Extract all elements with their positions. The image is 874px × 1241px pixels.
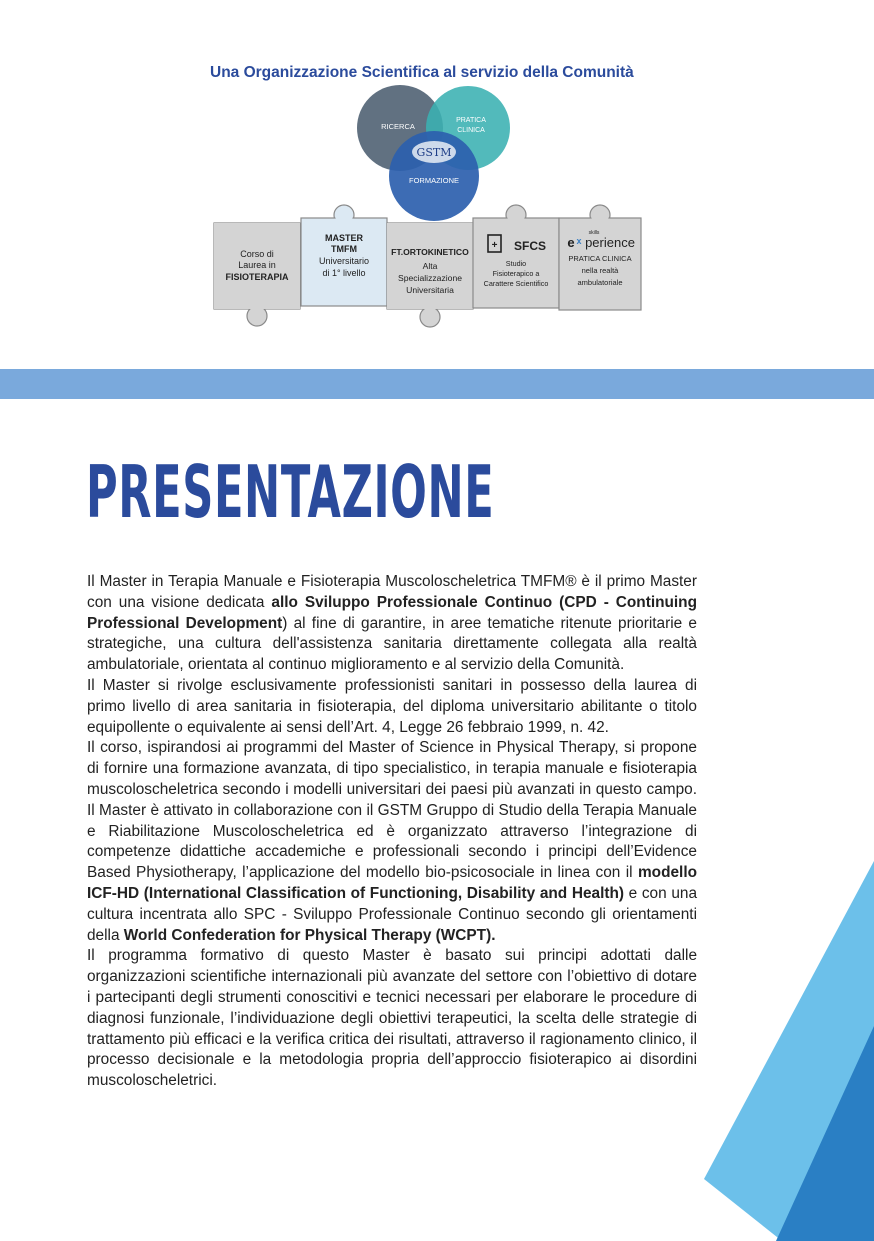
presentation-body (87, 572, 697, 1092)
puzzle-piece-degree (214, 223, 300, 326)
header-tagline: Una Organizzazione Scientifica al servizio della Comunità (210, 64, 634, 81)
paragraph-program: Il programma formativo di questo Master è basato sui principi adottati dalle organizzazioni scientifiche internazionali più avanzate del settore con l’obiettivo di dotare i partecipanti degli strumenti conoscitivi e tecnici necessari per elaborare le procedure di diagnosi funzionale, l’individuazione degli obiettivi terapeutici, la scelta delle strategie di trattamento più efficaci e la verifica critica dei risultati, attraverso il ragionamento clinico, il processo decisionale e la metodologia propria dell’approccio fisioterapico ai disordini muscoloscheletrici. (87, 947, 697, 1090)
x-mark: x (576, 236, 582, 246)
svg-text:+: + (491, 240, 498, 251)
puzzle-row (214, 205, 641, 327)
svg-text:perience: perience (585, 235, 635, 250)
svg-text:di 1° livello: di 1° livello (322, 268, 366, 278)
blue-divider-band (0, 369, 874, 399)
circle-practice-label-2: CLINICA (457, 127, 485, 134)
puzzle-piece-master (301, 205, 387, 306)
paragraph-audience: Il Master si rivolge esclusivamente professionisti sanitari in possesso della laurea di primo livello di area sanitaria in fisioterapia, del diploma universitario abilitante o titolo equipollente o equivalente ai sensi dell’Art. 4, Legge 26 febbraio 1999, n. 42. (87, 676, 697, 736)
svg-text:Alta: Alta (422, 261, 438, 271)
header-graphic (205, 55, 705, 340)
svg-text:MASTER: MASTER (325, 233, 363, 243)
svg-text:Fisioterapico a: Fisioterapico a (492, 269, 540, 278)
paragraph-course: Il corso, ispirandosi ai programmi del Master of Science in Physical Therapy, si propone di fornire una formazione avanzata, di tipo specialistico, in terapia manuale e fisioterapia muscoloscheletrica secondo i modelli universitari dei paesi più avanzati in questo campo. Il Master è attivato in collaborazione con il GSTM Gruppo di Studio della Terapia Manuale e Riabilitazione Muscoloscheletrica ed è organizzato attraverso l’integrazione di competenze didattiche accademiche e professionali secondo i principi dell’Evidence Based Physiotherapy, l’applicazione del modello bio-psicosociale in linea con il modello ICF-HD (International Classification of Functioning, Disability and Health) e con una cultura incentrata allo SPC - Sviluppo Professionale Continuo secondo gli orientamenti della World Confederation for Physical Therapy (WCPT). (87, 739, 698, 944)
svg-text:Studio: Studio (505, 259, 527, 268)
svg-text:ambulatoriale: ambulatoriale (577, 278, 623, 287)
svg-text:Corso di: Corso di (240, 249, 274, 259)
svg-text:Specializzazione: Specializzazione (397, 273, 463, 283)
svg-text:SFCS: SFCS (513, 239, 547, 253)
circle-practice-label-1: PRATICA (456, 117, 486, 124)
svg-text:Carattere Scientifico: Carattere Scientifico (483, 279, 549, 288)
circle-research-label: RICERCA (381, 122, 415, 131)
venn-diagram (357, 85, 510, 221)
page-title: PRESENTAZIONE (86, 450, 495, 534)
svg-text:PRATICA CLINICA: PRATICA CLINICA (568, 254, 632, 263)
svg-text:FISIOTERAPIA: FISIOTERAPIA (225, 272, 289, 282)
puzzle-piece-experience (559, 205, 641, 310)
svg-text:skills: skills (588, 230, 600, 236)
corner-decoration (704, 861, 874, 1241)
svg-text:FT.ORTOKINETICO: FT.ORTOKINETICO (391, 247, 469, 257)
svg-text:nella realtà: nella realtà (581, 266, 619, 275)
svg-text:TMFM: TMFM (331, 244, 357, 254)
svg-text:Universitaria: Universitaria (406, 285, 454, 295)
puzzle-piece-ortokinetico (387, 223, 473, 327)
circle-training-label: FORMAZIONE (409, 176, 459, 185)
svg-text:Universitario: Universitario (318, 256, 370, 266)
paragraph-intro: Il Master in Terapia Manuale e Fisioterapia Muscoloscheletrica TMFM® è il primo Master con una visione dedicata allo Sviluppo Professionale Continuo (CPD - Continuing Professional Development) al fine di garantire, in aree tematiche ritenute prioritarie e strategiche, una cultura dell'assistenza sanitaria direttamente collegata alla realtà ambulatoriale, orientata al continuo miglioramento e al servizio della Comunità. (87, 573, 697, 674)
gstm-logo: GSTM (416, 146, 452, 159)
svg-text:Laurea in: Laurea in (238, 260, 276, 270)
svg-text:e: e (567, 235, 575, 250)
puzzle-piece-sfcs (473, 205, 559, 308)
